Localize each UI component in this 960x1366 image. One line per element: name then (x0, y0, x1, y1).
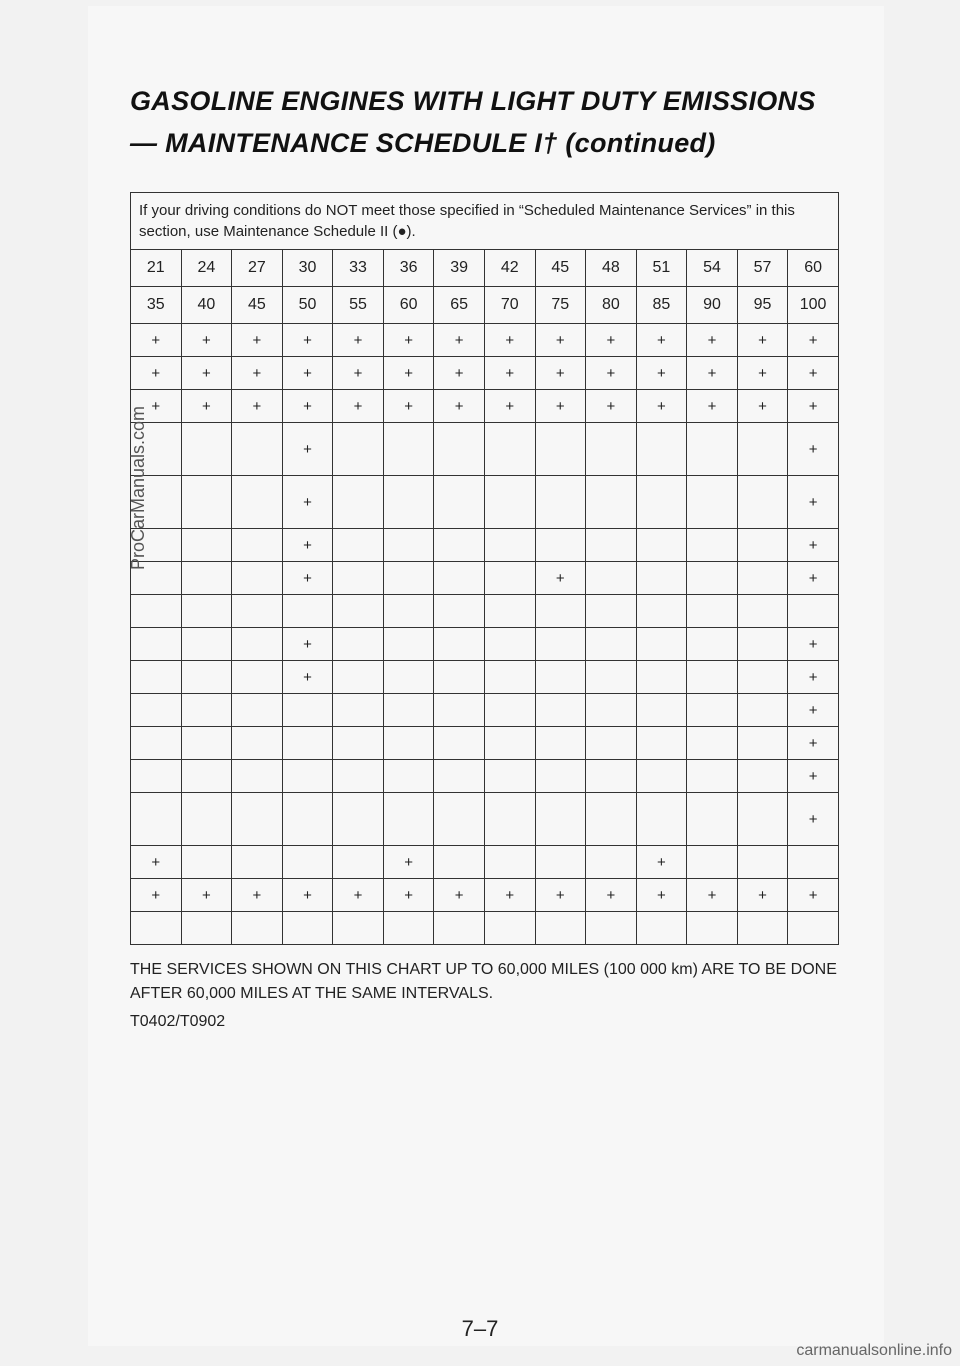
table-cell (737, 423, 788, 476)
table-cell: + (232, 879, 283, 912)
table-cell (484, 846, 535, 879)
table-cell: 45 (232, 287, 283, 324)
table-cell (383, 912, 434, 945)
table-cell: + (282, 879, 333, 912)
table-cell (383, 760, 434, 793)
table-cell (636, 628, 687, 661)
table-cell (333, 423, 384, 476)
table-cell: + (282, 661, 333, 694)
table-cell: 51 (636, 250, 687, 287)
table-cell: + (333, 390, 384, 423)
table-cell (788, 595, 839, 628)
table-cell (535, 846, 586, 879)
table-cell: + (181, 324, 232, 357)
table-cell (383, 727, 434, 760)
table-cell (586, 423, 637, 476)
table-cell (333, 562, 384, 595)
table-cell (484, 628, 535, 661)
table-cell (131, 793, 182, 846)
table-cell: 50 (282, 287, 333, 324)
table-cell (535, 529, 586, 562)
table-cell: 60 (788, 250, 839, 287)
table-cell: 42 (484, 250, 535, 287)
table-cell (434, 661, 485, 694)
table-cell (586, 628, 637, 661)
table-row (131, 661, 839, 694)
table-cell (434, 529, 485, 562)
table-cell: + (282, 628, 333, 661)
table-cell (687, 846, 738, 879)
table-cell (737, 628, 788, 661)
table-cell (282, 846, 333, 879)
page-subtitle: — MAINTENANCE SCHEDULE I† (continued) (130, 128, 716, 158)
table-cell (586, 694, 637, 727)
table-cell (181, 476, 232, 529)
table-cell: 54 (687, 250, 738, 287)
table-cell: + (788, 476, 839, 529)
table-cell (484, 793, 535, 846)
table-cell (636, 661, 687, 694)
table-cell: + (434, 324, 485, 357)
table-cell (737, 760, 788, 793)
table-cell (282, 694, 333, 727)
table-cell (788, 846, 839, 879)
table-cell (181, 912, 232, 945)
table-cell: + (788, 879, 839, 912)
table-cell (535, 912, 586, 945)
table-cell (737, 846, 788, 879)
table-cell (232, 661, 283, 694)
table-cell (282, 793, 333, 846)
table-row (131, 846, 839, 879)
table-cell (535, 694, 586, 727)
table-cell (282, 760, 333, 793)
table-cell: + (687, 324, 738, 357)
table-row (131, 476, 839, 529)
table-cell (535, 727, 586, 760)
table-cell: + (636, 357, 687, 390)
table-cell: 57 (737, 250, 788, 287)
miles-row (131, 250, 839, 287)
table-cell (586, 760, 637, 793)
table-cell (484, 476, 535, 529)
table-cell (586, 727, 637, 760)
table-cell (181, 793, 232, 846)
table-cell (181, 628, 232, 661)
table-cell (282, 727, 333, 760)
table-cell (333, 793, 384, 846)
table-cell (434, 595, 485, 628)
table-cell: 35 (131, 287, 182, 324)
table-cell: + (131, 324, 182, 357)
table-cell (586, 529, 637, 562)
table-cell (383, 529, 434, 562)
table-cell: + (333, 357, 384, 390)
table-cell: + (282, 476, 333, 529)
table-cell: + (788, 324, 839, 357)
table-cell: + (535, 562, 586, 595)
table-cell (636, 562, 687, 595)
table-cell: 30 (282, 250, 333, 287)
table-cell (484, 912, 535, 945)
table-cell (737, 476, 788, 529)
table-cell (383, 423, 434, 476)
table-cell: 70 (484, 287, 535, 324)
table-cell (131, 727, 182, 760)
table-cell (687, 529, 738, 562)
table-cell (687, 423, 738, 476)
table-cell: 95 (737, 287, 788, 324)
table-cell (383, 694, 434, 727)
table-cell (484, 529, 535, 562)
table-row (131, 529, 839, 562)
table-cell: + (788, 694, 839, 727)
table-cell (586, 793, 637, 846)
table-cell (484, 423, 535, 476)
table-row (131, 390, 839, 423)
table-cell (687, 912, 738, 945)
maintenance-schedule-table (130, 192, 839, 945)
table-cell: 60 (383, 287, 434, 324)
table-cell: + (484, 357, 535, 390)
table-cell: + (535, 879, 586, 912)
table-cell: + (788, 562, 839, 595)
table-row (131, 879, 839, 912)
table-cell (282, 912, 333, 945)
table-cell (181, 694, 232, 727)
page-number: 7–7 (461, 1316, 499, 1341)
table-cell (434, 727, 485, 760)
table-cell: 80 (586, 287, 637, 324)
table-cell: + (383, 879, 434, 912)
table-cell (586, 661, 637, 694)
table-cell (333, 628, 384, 661)
table-cell (535, 595, 586, 628)
table-cell: + (737, 390, 788, 423)
table-cell (434, 793, 485, 846)
table-cell (434, 476, 485, 529)
table-cell: 55 (333, 287, 384, 324)
watermark-left: ProCarManuals.com (128, 405, 148, 570)
table-cell: + (333, 324, 384, 357)
table-cell (636, 694, 687, 727)
table-cell: + (434, 357, 485, 390)
table-cell: 75 (535, 287, 586, 324)
table-cell (484, 760, 535, 793)
table-cell (333, 529, 384, 562)
table-cell (535, 476, 586, 529)
table-cell: + (788, 793, 839, 846)
table-cell (131, 694, 182, 727)
table-cell: + (181, 879, 232, 912)
table-cell: 40 (181, 287, 232, 324)
table-cell (687, 694, 738, 727)
table-cell (434, 628, 485, 661)
table-cell (131, 661, 182, 694)
table-row (131, 423, 839, 476)
table-cell: + (333, 879, 384, 912)
table-cell: + (232, 324, 283, 357)
table-cell: + (687, 879, 738, 912)
table-cell: + (383, 390, 434, 423)
table-cell: + (131, 357, 182, 390)
table-cell: + (383, 357, 434, 390)
table-cell (636, 912, 687, 945)
note-row (131, 193, 839, 250)
table-cell (131, 760, 182, 793)
table-cell (333, 476, 384, 529)
table-cell: + (636, 879, 687, 912)
table-cell: + (484, 879, 535, 912)
table-cell (434, 694, 485, 727)
table-cell (232, 562, 283, 595)
table-cell (181, 846, 232, 879)
table-cell: 24 (181, 250, 232, 287)
table-cell: + (131, 846, 182, 879)
table-cell (586, 912, 637, 945)
table-cell: + (687, 390, 738, 423)
table-cell: + (535, 357, 586, 390)
table-cell (333, 727, 384, 760)
table-row (131, 357, 839, 390)
table-cell: + (788, 423, 839, 476)
table-cell (535, 423, 586, 476)
table-cell (737, 694, 788, 727)
table-cell (687, 628, 738, 661)
table-cell: + (687, 357, 738, 390)
document-code: T0402/T0902 (130, 1013, 226, 1030)
table-cell (687, 595, 738, 628)
table-cell (131, 912, 182, 945)
table-cell (181, 595, 232, 628)
table-row (131, 912, 839, 945)
table-cell: + (586, 390, 637, 423)
table-cell: + (282, 423, 333, 476)
table-cell: 36 (383, 250, 434, 287)
table-cell: + (586, 324, 637, 357)
table-cell: + (131, 879, 182, 912)
table-cell (383, 661, 434, 694)
table-cell (434, 846, 485, 879)
table-cell: + (181, 357, 232, 390)
table-cell: + (788, 628, 839, 661)
table-cell (232, 846, 283, 879)
table-cell (737, 793, 788, 846)
table-cell: + (181, 390, 232, 423)
table-cell (181, 760, 232, 793)
table-cell (232, 423, 283, 476)
table-cell (333, 760, 384, 793)
schedule-note: If your driving conditions do NOT meet those specified in “Scheduled Maintenance Services” in this section, use Maintenance Schedule II (●). (131, 193, 839, 250)
table-cell (383, 793, 434, 846)
table-cell: 39 (434, 250, 485, 287)
table-cell: + (282, 390, 333, 423)
table-cell (535, 760, 586, 793)
table-row (131, 562, 839, 595)
table-cell: + (737, 324, 788, 357)
table-cell: + (788, 529, 839, 562)
table-cell: 65 (434, 287, 485, 324)
table-cell (484, 727, 535, 760)
table-cell: 48 (586, 250, 637, 287)
table-cell: + (434, 879, 485, 912)
table-cell: + (383, 324, 434, 357)
table-cell (737, 661, 788, 694)
table-cell: + (131, 390, 182, 423)
table-cell (687, 661, 738, 694)
table-cell (737, 912, 788, 945)
table-cell (181, 562, 232, 595)
table-cell (434, 423, 485, 476)
table-cell: + (535, 324, 586, 357)
table-cell (484, 694, 535, 727)
table-cell (434, 912, 485, 945)
table-cell (586, 846, 637, 879)
table-cell (788, 912, 839, 945)
table-cell: 100 (788, 287, 839, 324)
table-cell: 33 (333, 250, 384, 287)
table-cell (737, 595, 788, 628)
table-cell: + (586, 879, 637, 912)
table-cell: + (282, 357, 333, 390)
table-cell (484, 661, 535, 694)
table-cell (333, 912, 384, 945)
table-row (131, 793, 839, 846)
table-cell: + (737, 357, 788, 390)
table-cell (232, 727, 283, 760)
table-cell: + (484, 324, 535, 357)
table-cell: + (788, 390, 839, 423)
table-cell: + (232, 390, 283, 423)
table-cell (232, 912, 283, 945)
table-cell: + (737, 879, 788, 912)
table-cell (232, 793, 283, 846)
table-cell (434, 760, 485, 793)
table-cell (484, 595, 535, 628)
table-cell (535, 628, 586, 661)
table-cell: + (636, 846, 687, 879)
km-row (131, 287, 839, 324)
table-cell: + (232, 357, 283, 390)
table-cell: + (282, 324, 333, 357)
table-cell (333, 661, 384, 694)
table-cell (586, 562, 637, 595)
table-cell (282, 595, 333, 628)
table-cell (737, 562, 788, 595)
table-cell: + (535, 390, 586, 423)
table-cell (636, 760, 687, 793)
page-title: GASOLINE ENGINES WITH LIGHT DUTY EMISSIONS (130, 86, 816, 116)
footnote: THE SERVICES SHOWN ON THIS CHART UP TO 60,000 MILES (100 000 km) ARE TO BE DONE AFTER 60,000 MILES AT THE SAME INTERVALS. (130, 961, 837, 1002)
table-cell (636, 423, 687, 476)
watermark-bottom: carmanualsonline.info (796, 1342, 952, 1359)
table-cell: + (636, 324, 687, 357)
table-cell (687, 476, 738, 529)
table-cell: 85 (636, 287, 687, 324)
table-cell (484, 562, 535, 595)
table-cell (232, 628, 283, 661)
table-cell (181, 529, 232, 562)
table-cell (737, 727, 788, 760)
table-row (131, 694, 839, 727)
table-cell (586, 595, 637, 628)
table-row (131, 628, 839, 661)
table-cell: + (788, 357, 839, 390)
table-cell (586, 476, 637, 529)
table-cell (636, 595, 687, 628)
table-cell: + (788, 661, 839, 694)
table-cell: + (788, 727, 839, 760)
table-cell (333, 595, 384, 628)
table-cell (687, 562, 738, 595)
table-cell: 27 (232, 250, 283, 287)
table-cell (535, 661, 586, 694)
table-cell (434, 562, 485, 595)
table-cell (181, 727, 232, 760)
table-cell (535, 793, 586, 846)
table-row (131, 727, 839, 760)
table-cell (181, 423, 232, 476)
table-cell: + (282, 529, 333, 562)
table-cell (131, 628, 182, 661)
table-cell: + (484, 390, 535, 423)
table-cell (383, 595, 434, 628)
table-cell: + (636, 390, 687, 423)
table-cell: + (282, 562, 333, 595)
table-cell (232, 529, 283, 562)
table-row (131, 595, 839, 628)
table-cell (687, 727, 738, 760)
table-cell: + (434, 390, 485, 423)
table-cell: + (586, 357, 637, 390)
table-cell: 90 (687, 287, 738, 324)
table-cell (232, 595, 283, 628)
table-cell (383, 476, 434, 529)
table-cell: + (383, 846, 434, 879)
table-cell (636, 793, 687, 846)
table-cell (636, 727, 687, 760)
table-cell (687, 793, 738, 846)
table-cell (181, 661, 232, 694)
table-cell: + (788, 760, 839, 793)
table-cell: 45 (535, 250, 586, 287)
table-cell (232, 760, 283, 793)
table-cell (636, 529, 687, 562)
table-cell (333, 694, 384, 727)
table-cell (737, 529, 788, 562)
table-cell (687, 760, 738, 793)
table-cell (636, 476, 687, 529)
table-cell (232, 694, 283, 727)
table-row (131, 324, 839, 357)
table-cell (232, 476, 283, 529)
table-cell (383, 628, 434, 661)
table-cell (131, 595, 182, 628)
table-cell (333, 846, 384, 879)
table-row (131, 760, 839, 793)
table-cell: 21 (131, 250, 182, 287)
table-cell (383, 562, 434, 595)
